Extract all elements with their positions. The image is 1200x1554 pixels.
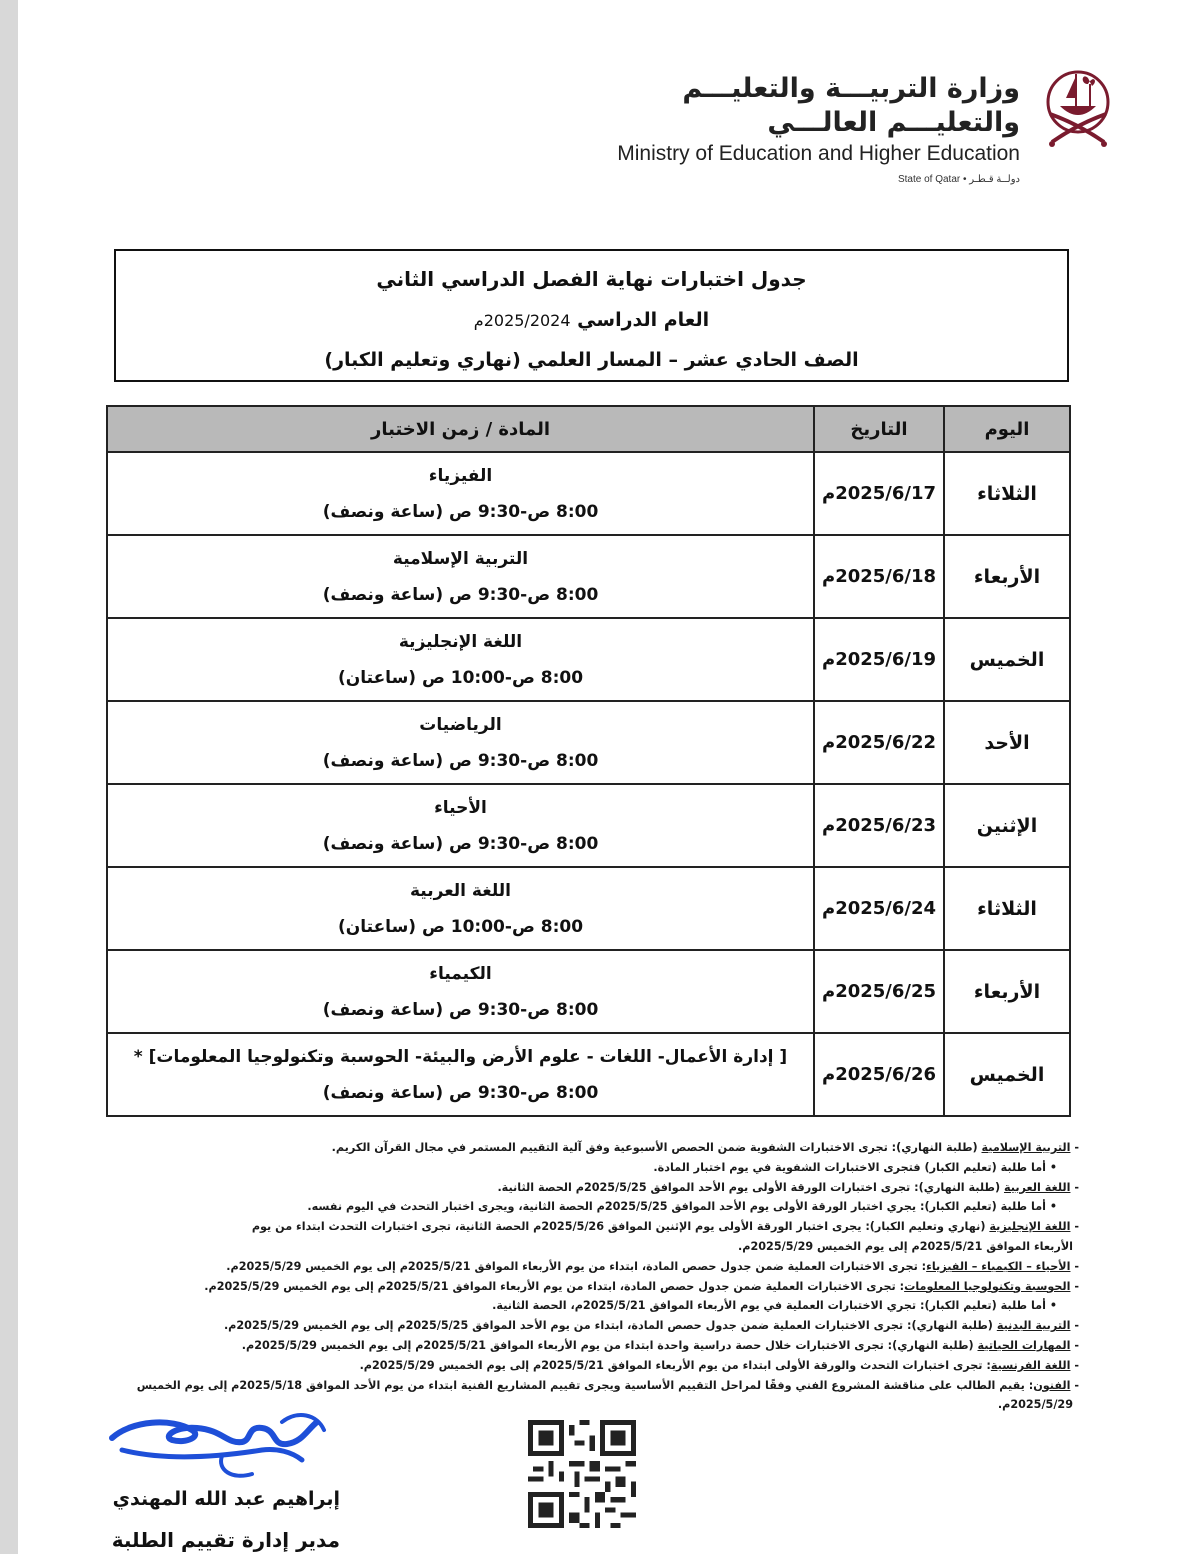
row-subject: التربية الإسلامية — [392, 548, 529, 569]
note-label: الأحياء – الكيمياء – الفيزياء — [926, 1259, 1071, 1273]
header-day: اليوم — [944, 406, 1070, 452]
note-text: الأربعاء الموافق 2025/5/21م إلى يوم الخميس 2025/5/29م. — [738, 1239, 1073, 1253]
row-date: 2025/6/22م — [814, 701, 944, 784]
row-subject: الرياضيات — [419, 714, 502, 735]
row-subject-cell — [107, 867, 814, 950]
row-day: الأربعاء — [944, 535, 1070, 618]
qatar-emblem-icon — [1036, 54, 1120, 162]
row-subject-cell — [107, 701, 814, 784]
table-row — [107, 618, 1070, 701]
table-row — [107, 535, 1070, 618]
table-row — [107, 867, 1070, 950]
row-day: الأحد — [944, 701, 1070, 784]
ministry-name-english: Ministry of Education and Higher Education — [617, 142, 1020, 165]
note-line — [104, 1197, 1079, 1217]
table-row — [107, 701, 1070, 784]
ministry-header — [600, 48, 1120, 185]
row-subject: الأحياء — [434, 797, 487, 818]
row-day: الإثنين — [944, 784, 1070, 867]
note-text: • أما طلبة (تعليم الكبار): تجري الاختبارات العملية في يوم الأربعاء الموافق 2025/5/21م، الحصة الثانية. — [492, 1299, 1057, 1313]
note-text: • أما طلبة (تعليم الكبار): يجري اختبار الورقة الأولى يوم الأحد الموافق 2025/5/25م الحصة الثانية، ويجرى اختبار التحدث في اليوم نفسه. — [307, 1200, 1057, 1214]
row-subject-cell — [107, 618, 814, 701]
grade-track: الصف الحادي عشر – المسار العلمي (نهاري وتعليم الكبار) — [324, 349, 859, 371]
note-label: اللغة الفرنسية — [990, 1358, 1071, 1372]
row-time: 8:00 ص-10:00 ص (ساعتان) — [337, 667, 584, 688]
row-subject: اللغة الإنجليزية — [398, 631, 523, 652]
note-label: اللغة الإنجليزية — [989, 1220, 1071, 1234]
row-time: 8:00 ص-9:30 ص (ساعة ونصف) — [322, 584, 599, 605]
row-time: 8:00 ص-9:30 ص (ساعة ونصف) — [322, 501, 599, 522]
row-subject: [ إدارة الأعمال- اللغات - علوم الأرض والبيئة- الحوسبة وتكنولوجيا المعلومات] * — [133, 1046, 788, 1067]
note-line: - اللغة الإنجليزية (نهاري وتعليم الكبار): يجرى اختبار الورقة الأولى يوم الإثنين الموافق 2025/5/26م الحصة الثانية، تجرى اختبارات التحدث ابتداء من يوم — [251, 1220, 1079, 1234]
qr-code-icon — [528, 1420, 636, 1528]
note-line: - اللغة الفرنسية: تجرى اختبارات التحدث والورقة الأولى ابتداء من يوم الأربعاء الموافق 2025/5/21م إلى يوم الخميس 2025/5/29م. — [359, 1358, 1079, 1372]
exam-schedule-table — [106, 405, 1071, 1117]
table-header-row — [107, 406, 1070, 452]
row-day: الأربعاء — [944, 950, 1070, 1033]
signatory-title: مدير إدارة تقييم الطلبة — [111, 1528, 340, 1552]
row-time: 8:00 ص-9:30 ص (ساعة ونصف) — [322, 833, 599, 854]
note-line: - الفنون: يقيم الطالب على مناقشة المشروع الفني وفقًا لمراحل التقييم الأساسية ويجرى تقييم المشاريع الفنية ابتداء من يوم الأحد الموافق 2025/5/18م إلى يوم الخميس — [136, 1378, 1079, 1392]
handwritten-signature — [102, 1400, 332, 1490]
row-subject-cell — [107, 535, 814, 618]
note-text: : يقيم الطالب على مناقشة المشروع الفني وفقًا لمراحل التقييم الأساسية ويجرى تقييم المشاريع الفنية ابتداء من يوم الأحد الموافق 2025/5/18م إلى يوم الخميس — [136, 1378, 1034, 1392]
row-day: الثلاثاء — [944, 867, 1070, 950]
row-subject-cell — [107, 950, 814, 1033]
table-row — [107, 950, 1070, 1033]
row-time: 8:00 ص-9:30 ص (ساعة ونصف) — [322, 750, 599, 771]
note-line — [104, 1296, 1079, 1316]
table-row — [107, 784, 1070, 867]
row-subject: الكيمياء — [429, 963, 492, 984]
row-subject-cell — [107, 784, 814, 867]
row-time: 8:00 ص-9:30 ص (ساعة ونصف) — [322, 999, 599, 1020]
row-day: الخميس — [944, 618, 1070, 701]
academic-year — [116, 309, 1067, 331]
note-line: - الحوسبة وتكنولوجيا المعلومات: تجرى الاختبارات العملية ضمن جدول حصص المادة، ابتداء من يوم الأربعاء الموافق 2025/5/21م إلى يوم الخميس 2025/5/29م. — [204, 1279, 1079, 1293]
note-text: : تجرى الاختبارات العملية ضمن جدول حصص المادة، ابتداء من يوم الأربعاء الموافق 2025/5/21م إلى يوم الخميس 2025/5/29م. — [204, 1279, 905, 1293]
row-subject-cell — [107, 452, 814, 535]
note-text: : تجرى اختبارات التحدث والورقة الأولى ابتداء من يوم الأربعاء الموافق 2025/5/21م إلى يوم الخميس 2025/5/29م. — [359, 1358, 991, 1372]
note-text: (نهاري وتعليم الكبار): يجرى اختبار الورقة الأولى يوم الإثنين الموافق 2025/5/26م الحصة الثانية، تجرى اختبارات التحدث ابتداء من يوم — [251, 1220, 990, 1234]
ministry-name-arabic: وزارة التربيـــة والتعليـــم والتعليـــم العالـــي — [682, 73, 1020, 138]
title-box — [114, 249, 1069, 382]
note-line: - التربية الإسلامية (طلبة النهاري): تجرى الاختبارات الشفوية ضمن الحصص الأسبوعية وفق آلية التقييم المستمر في مجال القرآن الكريم. — [331, 1141, 1079, 1154]
table-row — [107, 452, 1070, 535]
note-text: : تجرى الاختبارات العملية ضمن جدول حصص المادة، ابتداء من يوم الأربعاء الموافق 2025/5/21م إلى يوم الخميس 2025/5/29م. — [226, 1259, 927, 1273]
note-line: - اللغة العربية (طلبة النهاري): تجرى اختبارات الورقة الأولى يوم الأحد الموافق 2025/5/25م الحصة الثانية. — [497, 1180, 1079, 1194]
state-label: State of Qatar • دولــة قـطـر — [897, 174, 1020, 185]
note-label: التربية الإسلامية — [981, 1141, 1071, 1154]
note-line: - المهارات الحياتية (طلبة النهاري): تجرى الاختبارات خلال حصة دراسية واحدة ابتداء من يوم الأربعاء الموافق 2025/5/21م إلى يوم الخميس 2025/5/29م. — [241, 1338, 1079, 1352]
table-row — [107, 1033, 1070, 1116]
note-label: المهارات الحياتية — [977, 1338, 1071, 1352]
row-date: 2025/6/26م — [814, 1033, 944, 1116]
row-day: الخميس — [944, 1033, 1070, 1116]
row-subject-cell — [107, 1033, 814, 1116]
row-day: الثلاثاء — [944, 452, 1070, 535]
note-text: • أما طلبة (تعليم الكبار) فتجرى الاختبارات الشفوية في يوم اختبار المادة. — [653, 1160, 1057, 1174]
note-line: - الأحياء – الكيمياء – الفيزياء: تجرى الاختبارات العملية ضمن جدول حصص المادة، ابتداء من يوم الأربعاء الموافق 2025/5/21م إلى يوم الخميس 2025/5/29م. — [226, 1259, 1079, 1273]
row-time: 8:00 ص-10:00 ص (ساعتان) — [337, 916, 584, 937]
note-label: الحوسبة وتكنولوجيا المعلومات — [904, 1279, 1071, 1293]
row-date: 2025/6/23م — [814, 784, 944, 867]
row-date: 2025/6/25م — [814, 950, 944, 1033]
note-line — [104, 1158, 1079, 1178]
exam-notes — [104, 1138, 1079, 1415]
row-subject: اللغة العربية — [410, 880, 511, 901]
row-date: 2025/6/19م — [814, 618, 944, 701]
schedule-title: جدول اختبارات نهاية الفصل الدراسي الثاني — [376, 267, 807, 291]
note-text: (طلبة النهاري): تجرى الاختبارات خلال حصة دراسية واحدة ابتداء من يوم الأربعاء الموافق 2025/5/21م إلى يوم الخميس 2025/5/29م. — [241, 1338, 978, 1352]
header-date: التاريخ — [814, 406, 944, 452]
academic-year-value: 2025/2024م — [473, 311, 571, 330]
signatory-name: إبراهيم عبد الله المهندي — [112, 1488, 340, 1510]
row-subject: الفيزياء — [428, 465, 493, 486]
note-label: اللغة العربية — [1003, 1180, 1071, 1194]
academic-year-label: العام الدراسي — [577, 309, 710, 331]
note-text: 2025/5/29م. — [997, 1398, 1073, 1412]
note-line — [104, 1237, 1079, 1257]
note-text: (طلبة النهاري): تجرى اختبارات الورقة الأولى يوم الأحد الموافق 2025/5/25م الحصة الثانية. — [497, 1180, 1004, 1194]
row-date: 2025/6/24م — [814, 867, 944, 950]
note-label: التربية البدنية — [996, 1319, 1071, 1333]
row-date: 2025/6/18م — [814, 535, 944, 618]
row-time: 8:00 ص-9:30 ص (ساعة ونصف) — [322, 1082, 599, 1103]
note-text: (طلبة النهاري): تجرى الاختبارات العملية ضمن جدول حصص المادة، ابتداء من يوم الأحد الموافق 2025/5/25م إلى يوم الخميس 2025/5/29م. — [223, 1319, 997, 1333]
note-label: الفنون — [1033, 1378, 1071, 1392]
header-subject: المادة / زمن الاختبار — [107, 406, 814, 452]
row-date: 2025/6/17م — [814, 452, 944, 535]
note-line: - التربية البدنية (طلبة النهاري): تجرى الاختبارات العملية ضمن جدول حصص المادة، ابتداء من يوم الأحد الموافق 2025/5/25م إلى يوم الخميس 2025/5/29م. — [223, 1319, 1079, 1333]
note-text: (طلبة النهاري): تجرى الاختبارات الشفوية ضمن الحصص الأسبوعية وفق آلية التقييم المستمر في مجال القرآن الكريم. — [331, 1141, 982, 1154]
